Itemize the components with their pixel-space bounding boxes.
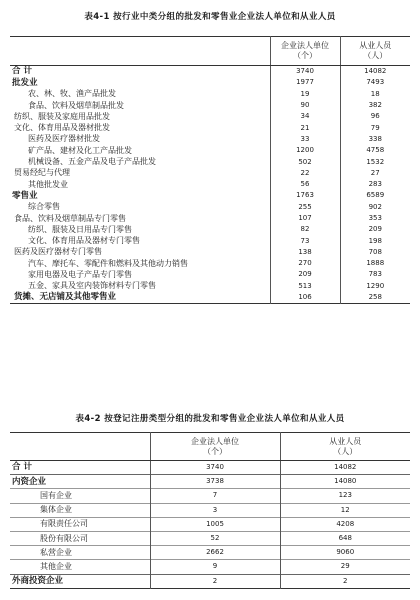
units-value: 3740 — [270, 66, 340, 78]
row-label: 五金、家具及室内装饰材料专门零售 — [28, 281, 156, 291]
employees-value: 14080 — [280, 475, 410, 489]
units-value: 3740 — [150, 461, 280, 475]
units-value: 56 — [270, 179, 340, 190]
table-row — [10, 235, 410, 246]
table-row — [10, 145, 410, 156]
table2-header-employees-line1: 从业人员 — [329, 436, 362, 446]
row-label: 外商投资企业 — [10, 574, 150, 588]
table1-header-units-line2: （个） — [293, 51, 317, 60]
row-label: 其他企业 — [10, 560, 150, 574]
units-value: 22 — [270, 168, 340, 179]
employees-value: 79 — [340, 122, 410, 133]
units-value: 107 — [270, 213, 340, 224]
employees-value: 4758 — [340, 145, 410, 156]
units-value: 34 — [270, 111, 340, 122]
row-label: 农、林、牧、渔产品批发 — [28, 89, 116, 99]
table-row — [10, 489, 410, 503]
table-row — [10, 461, 410, 475]
employees-value: 7493 — [340, 77, 410, 88]
row-label: 文化、体育用品及器材批发 — [14, 123, 110, 133]
units-value: 19 — [270, 89, 340, 100]
row-label: 机械设备、五金产品及电子产品批发 — [28, 157, 156, 167]
table2-header-units — [150, 433, 280, 461]
row-label: 零售业 — [12, 190, 38, 201]
table1-title: 表4-1 按行业中类分组的批发和零售业企业法人单位和从业人员 — [84, 12, 336, 22]
table2-title: 表4-2 按登记注册类型分组的批发和零售业企业法人单位和从业人员 — [75, 414, 345, 424]
units-value: 2 — [150, 574, 280, 588]
employees-value: 29 — [280, 560, 410, 574]
table-row — [10, 202, 410, 213]
employees-value: 1290 — [340, 281, 410, 292]
table-row — [10, 77, 410, 88]
table1-header-employees-line2: （人） — [363, 51, 388, 60]
units-value: 1005 — [150, 517, 280, 531]
table-row — [10, 517, 410, 531]
employees-value: 783 — [340, 269, 410, 280]
units-value: 33 — [270, 134, 340, 145]
table2-header-row — [10, 433, 410, 461]
employees-value: 18 — [340, 89, 410, 100]
units-value: 52 — [150, 531, 280, 545]
table2-header-employees — [280, 433, 410, 461]
table2-body — [10, 461, 410, 589]
employees-value: 382 — [340, 100, 410, 111]
units-value: 90 — [270, 100, 340, 111]
employees-value: 12 — [280, 503, 410, 517]
units-value: 270 — [270, 258, 340, 269]
table2-header-units-line1: 企业法人单位 — [191, 436, 239, 446]
units-value: 209 — [270, 269, 340, 280]
row-label: 纺织、服装及日用品专门零售 — [28, 224, 132, 234]
row-label: 医药及医疗器材批发 — [28, 134, 100, 144]
table-row — [10, 66, 410, 78]
row-label: 汽车、摩托车、零配件和燃料及其他动力销售 — [28, 258, 188, 268]
row-label: 医药及医疗器材专门零售 — [14, 247, 102, 257]
units-value: 3 — [150, 503, 280, 517]
table1-header-row — [10, 37, 410, 66]
row-label: 食品、饮料及烟草制品专门零售 — [14, 213, 126, 223]
table-row — [10, 156, 410, 167]
units-value: 513 — [270, 281, 340, 292]
table-row — [10, 213, 410, 224]
units-value: 1763 — [270, 190, 340, 201]
table-row — [10, 546, 410, 560]
table-row — [10, 531, 410, 545]
units-value: 73 — [270, 235, 340, 246]
units-value: 138 — [270, 247, 340, 258]
table-row — [10, 100, 410, 111]
table1-header-label-cell — [10, 37, 270, 66]
employees-value: 353 — [340, 213, 410, 224]
table-row — [10, 281, 410, 292]
employees-value: 1532 — [340, 156, 410, 167]
table1-header-employees — [340, 37, 410, 66]
row-label: 私营企业 — [10, 546, 150, 560]
table-row — [10, 269, 410, 280]
table1 — [10, 36, 410, 304]
row-label: 有限责任公司 — [10, 517, 150, 531]
employees-value: 2 — [280, 574, 410, 588]
table-row — [10, 89, 410, 100]
employees-value: 209 — [340, 224, 410, 235]
employees-value: 9060 — [280, 546, 410, 560]
employees-value: 902 — [340, 202, 410, 213]
table-row — [10, 134, 410, 145]
employees-value: 338 — [340, 134, 410, 145]
units-value: 21 — [270, 122, 340, 133]
table-row — [10, 292, 410, 304]
row-label: 集体企业 — [10, 503, 150, 517]
table1-body — [10, 66, 410, 304]
employees-value: 258 — [340, 292, 410, 304]
employees-value: 27 — [340, 168, 410, 179]
row-label: 文化、体育用品及器材专门零售 — [28, 236, 140, 246]
employees-value: 123 — [280, 489, 410, 503]
row-label: 其他批发业 — [28, 179, 68, 189]
employees-value: 198 — [340, 235, 410, 246]
table1-header-units-line1: 企业法人单位 — [281, 41, 329, 50]
row-label: 综合零售 — [28, 202, 60, 212]
table-row — [10, 224, 410, 235]
units-value: 1977 — [270, 77, 340, 88]
employees-value: 96 — [340, 111, 410, 122]
employees-value: 648 — [280, 531, 410, 545]
employees-value: 708 — [340, 247, 410, 258]
table-row — [10, 190, 410, 201]
table2-header-label-cell — [10, 433, 150, 461]
row-label: 家用电器及电子产品专门零售 — [28, 269, 132, 279]
units-value: 2662 — [150, 546, 280, 560]
units-value: 7 — [150, 489, 280, 503]
row-label: 纺织、服装及家庭用品批发 — [14, 111, 110, 121]
row-label: 股份有限公司 — [10, 531, 150, 545]
table-row — [10, 560, 410, 574]
table-row — [10, 574, 410, 588]
row-label: 货摊、无店铺及其他零售业 — [14, 292, 117, 303]
table2 — [10, 432, 410, 589]
row-label: 合 计 — [12, 462, 32, 473]
table2-header-employees-line2: （人） — [333, 446, 358, 456]
employees-value: 1888 — [340, 258, 410, 269]
units-value: 3738 — [150, 475, 280, 489]
employees-value: 4208 — [280, 517, 410, 531]
table-row — [10, 475, 410, 489]
employees-value: 6589 — [340, 190, 410, 201]
units-value: 1200 — [270, 145, 340, 156]
table-row — [10, 179, 410, 190]
table1-header-units — [270, 37, 340, 66]
row-label: 矿产品、建材及化工产品批发 — [28, 145, 132, 155]
table2-header-units-line2: （个） — [203, 446, 227, 456]
row-label: 国有企业 — [10, 489, 150, 503]
units-value: 82 — [270, 224, 340, 235]
row-label: 食品、饮料及烟草制品批发 — [28, 100, 124, 110]
table1-header-employees-line1: 从业人员 — [359, 41, 392, 50]
table-row — [10, 247, 410, 258]
units-value: 255 — [270, 202, 340, 213]
row-label: 合 计 — [12, 66, 32, 77]
units-value: 9 — [150, 560, 280, 574]
units-value: 106 — [270, 292, 340, 304]
units-value: 502 — [270, 156, 340, 167]
employees-value: 14082 — [280, 461, 410, 475]
table-row — [10, 111, 410, 122]
row-label: 批发业 — [12, 77, 38, 88]
table-row — [10, 168, 410, 179]
table-row — [10, 122, 410, 133]
employees-value: 283 — [340, 179, 410, 190]
table-row — [10, 503, 410, 517]
employees-value: 14082 — [340, 66, 410, 78]
table-row — [10, 258, 410, 269]
row-label: 贸易经纪与代理 — [14, 168, 70, 178]
row-label: 内资企业 — [10, 475, 150, 489]
